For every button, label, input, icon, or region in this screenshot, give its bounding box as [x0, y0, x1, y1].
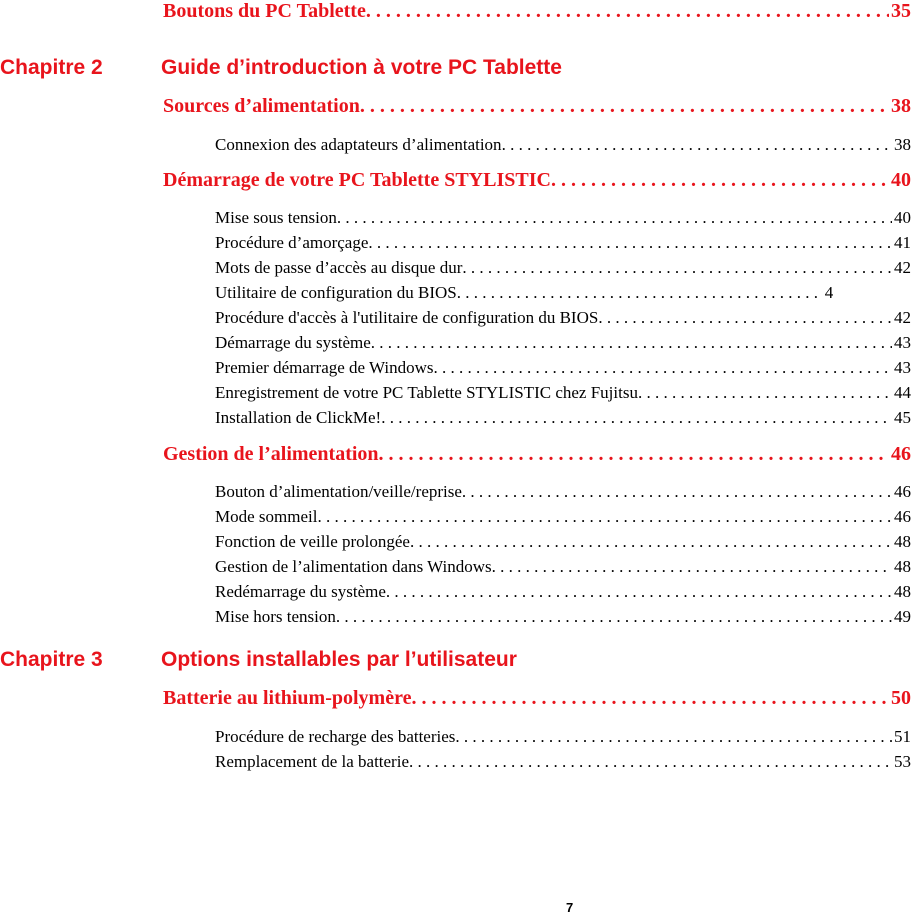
- dot-leader: [379, 443, 889, 466]
- toc-page-number: 40: [894, 208, 911, 227]
- dot-leader: [638, 383, 892, 403]
- toc-item[interactable]: [215, 752, 911, 772]
- toc-page-number: 42: [894, 258, 911, 277]
- dot-leader: [457, 283, 823, 303]
- toc-page-number: 44: [894, 383, 911, 402]
- toc-item-title: Redémarrage du système: [215, 582, 386, 601]
- toc-item-title: Démarrage du système: [215, 333, 371, 352]
- toc-item[interactable]: [215, 607, 911, 627]
- toc-item[interactable]: [215, 208, 911, 228]
- toc-item-title: Mode sommeil: [215, 507, 318, 526]
- dot-leader: [337, 208, 892, 228]
- toc-item-title: Enregistrement de votre PC Tablette STYLISTIC chez Fujitsu: [215, 383, 638, 402]
- toc-item[interactable]: [215, 333, 911, 353]
- toc-section-title: Gestion de l’alimentation: [163, 443, 379, 465]
- chapter-title: Guide d’introduction à votre PC Tablette: [161, 56, 562, 79]
- toc-section-gestion[interactable]: [163, 443, 911, 466]
- toc-item[interactable]: [215, 727, 911, 747]
- dot-leader: [336, 607, 892, 627]
- toc-section-title: Batterie au lithium-polymère: [163, 687, 412, 709]
- toc-item[interactable]: [215, 233, 911, 253]
- toc-item-title: Mots de passe d’accès au disque dur: [215, 258, 463, 277]
- toc-item[interactable]: [215, 135, 911, 155]
- toc-page-number: 43: [894, 358, 911, 377]
- dot-leader: [360, 95, 889, 118]
- dot-leader: [386, 582, 892, 602]
- toc-item[interactable]: [215, 408, 911, 428]
- chapter-3-heading: [0, 648, 517, 672]
- toc-item-title: Mise hors tension: [215, 607, 336, 626]
- dot-leader: [502, 135, 892, 155]
- chapter-label: Chapitre 2: [0, 56, 103, 79]
- toc-section-batterie[interactable]: [163, 687, 911, 710]
- toc-item[interactable]: [215, 308, 911, 328]
- toc-page-number: 48: [894, 532, 911, 551]
- dot-leader: [368, 233, 892, 253]
- toc-page-number: 43: [894, 333, 911, 352]
- toc-item-title: Procédure d’amorçage: [215, 233, 369, 252]
- toc-page-number: 4: [824, 283, 834, 302]
- toc-item-title: Procédure d'accès à l'utilitaire de configuration du BIOS: [215, 308, 599, 327]
- dot-leader: [492, 557, 892, 577]
- toc-item-title: Installation de ClickMe!: [215, 408, 382, 427]
- dot-leader: [381, 408, 892, 428]
- toc-section-title: Démarrage de votre PC Tablette STYLISTIC: [163, 169, 551, 191]
- chapter-title: Options installables par l’utilisateur: [161, 648, 517, 671]
- toc-page-number: 49: [894, 607, 911, 626]
- toc-item[interactable]: [215, 582, 911, 602]
- toc-page-number: 40: [891, 169, 911, 191]
- toc-page-number: 38: [894, 135, 911, 154]
- dot-leader: [366, 0, 889, 23]
- dot-leader: [462, 258, 892, 278]
- toc-item[interactable]: [215, 482, 911, 502]
- toc-page-number: 42: [894, 308, 911, 327]
- toc-section-title: Boutons du PC Tablette: [163, 0, 366, 22]
- toc-page-number: 46: [894, 507, 911, 526]
- toc-page-number: 48: [894, 582, 911, 601]
- toc-item-title: Fonction de veille prolongée: [215, 532, 410, 551]
- dot-leader: [455, 727, 892, 747]
- dot-leader: [598, 308, 892, 328]
- dot-leader: [551, 169, 889, 192]
- toc-section-boutons[interactable]: [163, 0, 911, 23]
- chapter-2-heading: [0, 56, 562, 80]
- toc-item-title: Premier démarrage de Windows: [215, 358, 434, 377]
- toc-item[interactable]: [215, 507, 911, 527]
- dot-leader: [411, 687, 889, 710]
- toc-page-number: 38: [891, 95, 911, 117]
- chapter-label: Chapitre 3: [0, 648, 103, 671]
- toc-page-number: 53: [894, 752, 911, 771]
- toc-item[interactable]: [215, 557, 911, 577]
- toc-section-sources[interactable]: [163, 95, 911, 118]
- toc-item[interactable]: [215, 283, 911, 303]
- toc-page-number: 46: [894, 482, 911, 501]
- toc-section-title: Sources d’alimentation: [163, 95, 360, 117]
- toc-page-number: 46: [891, 443, 911, 465]
- dot-leader: [409, 752, 892, 772]
- toc-item[interactable]: [215, 532, 911, 552]
- toc-page-number: 41: [894, 233, 911, 252]
- footer-page-number: 7: [566, 900, 574, 915]
- toc-page-number: 50: [891, 687, 911, 709]
- toc-item[interactable]: [215, 358, 911, 378]
- toc-item-title: Connexion des adaptateurs d’alimentation: [215, 135, 502, 154]
- dot-leader: [371, 333, 892, 353]
- toc-item-title: Procédure de recharge des batteries: [215, 727, 456, 746]
- toc-page-number: 51: [894, 727, 911, 746]
- dot-leader: [434, 358, 892, 378]
- toc-item-title: Utilitaire de configuration du BIOS: [215, 283, 457, 302]
- toc-section-demarrage[interactable]: [163, 169, 911, 192]
- toc-page-number: 35: [891, 0, 911, 22]
- toc-item[interactable]: [215, 258, 911, 278]
- dot-leader: [462, 482, 892, 502]
- toc-item[interactable]: [215, 383, 911, 403]
- toc-item-title: Remplacement de la batterie: [215, 752, 409, 771]
- toc-page-number: 45: [894, 408, 911, 427]
- dot-leader: [317, 507, 892, 527]
- dot-leader: [410, 532, 892, 552]
- toc-item-title: Gestion de l’alimentation dans Windows: [215, 557, 492, 576]
- toc-item-title: Mise sous tension: [215, 208, 337, 227]
- toc-item-title: Bouton d’alimentation/veille/reprise: [215, 482, 462, 501]
- toc-page-number: 48: [894, 557, 911, 576]
